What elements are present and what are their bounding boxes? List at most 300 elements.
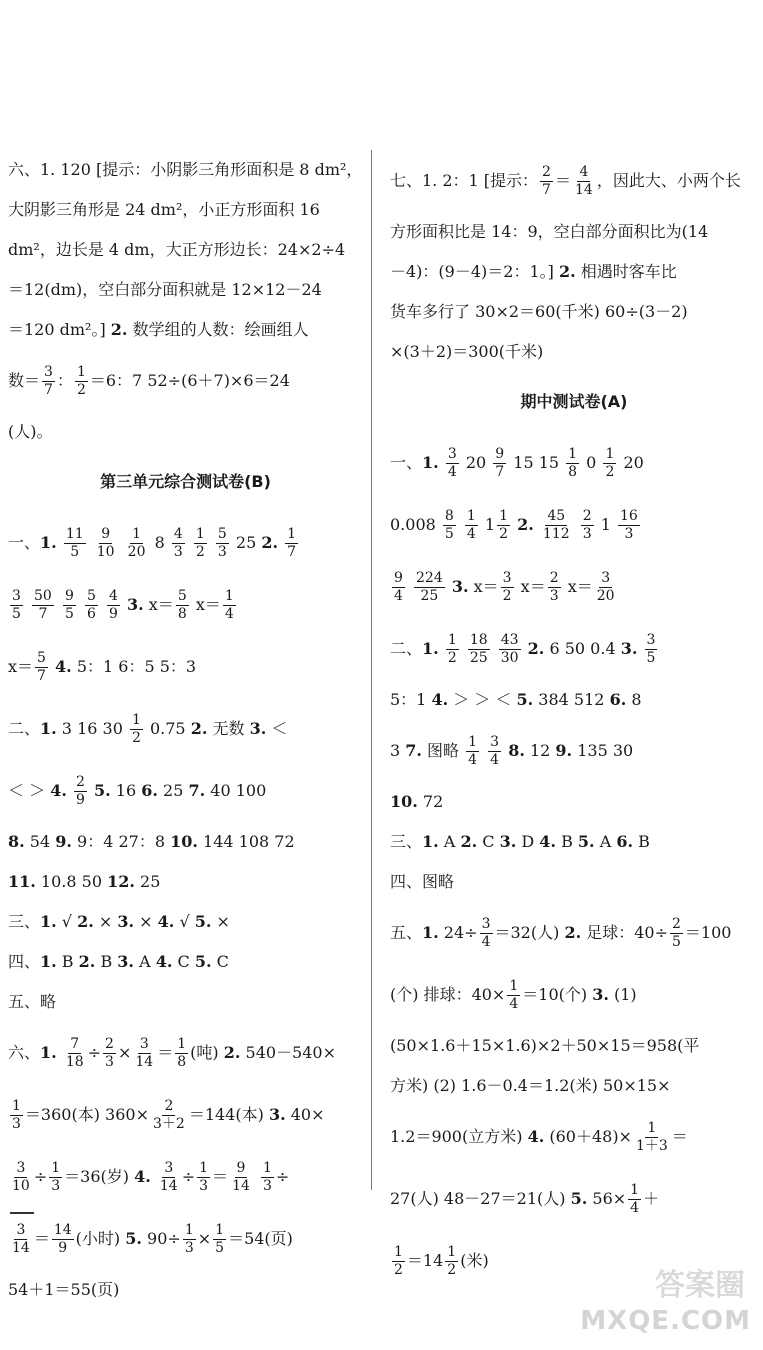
fraction — [595, 570, 617, 605]
answer-text: 大阴影三角形是 24 dm²，小正方形面积 16 — [8, 200, 320, 219]
fraction — [499, 632, 521, 667]
fraction — [488, 734, 501, 769]
answer-text: 40× — [285, 1105, 325, 1124]
fraction-denominator: 4 — [466, 526, 476, 542]
fraction — [130, 712, 143, 747]
fraction — [670, 916, 683, 951]
fraction-numerator: 1 — [499, 508, 509, 524]
answer-text: －4)：(9－4)＝2：1。] — [390, 262, 559, 281]
item-number: 3. — [499, 832, 517, 851]
answer-text: B — [555, 832, 578, 851]
fraction-numerator: 50 — [34, 588, 52, 604]
fraction — [540, 164, 553, 199]
answer-text: ： — [56, 371, 73, 390]
answer-text: √ — [56, 912, 78, 931]
item-number: 1. — [40, 1043, 57, 1062]
answer-text: 8 — [149, 533, 170, 552]
item-number: 6. — [609, 690, 627, 709]
fraction-denominator: 2 — [447, 650, 457, 666]
item-number: 1. — [422, 832, 439, 851]
answer-line — [390, 964, 758, 1026]
answer-line — [8, 760, 363, 822]
answer-text: 5：1 — [390, 690, 432, 709]
fraction-denominator: 3 — [582, 526, 592, 542]
answer-line — [8, 902, 363, 942]
item-number: 8. — [8, 832, 25, 851]
answer-line — [8, 1146, 363, 1208]
answer-text: 6 50 0.4 — [544, 639, 621, 658]
fraction — [497, 508, 510, 543]
fraction-numerator: 3 — [139, 1036, 149, 1052]
answer-text: 384 512 — [533, 690, 610, 709]
fraction — [541, 508, 572, 543]
answer-text — [56, 595, 61, 614]
answer-text: ÷ — [87, 1043, 102, 1062]
fraction — [95, 526, 117, 561]
answer-text: 5：1 6：5 5：3 — [71, 657, 197, 676]
answer-text: 二、 — [390, 639, 423, 658]
answer-text — [407, 577, 412, 596]
answer-text: 0.008 — [390, 515, 441, 534]
answer-text: dm²，边长是 4 dm，大正方形边长：24×2÷4 — [8, 240, 346, 259]
answer-text: ＝ — [671, 1127, 688, 1146]
answer-text: ÷ — [181, 1167, 196, 1186]
answer-text: 一、 — [390, 453, 423, 472]
answer-text: ＝54(页) — [228, 1229, 293, 1248]
answer-text: 0.75 — [144, 719, 191, 738]
fraction-numerator: 2 — [164, 1098, 174, 1114]
item-number: 2. — [77, 912, 94, 931]
answer-text: 10.8 50 — [35, 872, 108, 891]
answer-line — [8, 574, 363, 636]
answer-line — [390, 680, 758, 720]
fraction-numerator: 224 — [416, 570, 443, 586]
fraction-denominator: 5 — [64, 606, 74, 622]
answer-line — [390, 782, 758, 822]
answer-text: 方形面积比是 14：9，空白部分面积比为(14 — [390, 222, 709, 241]
item-number: 5. — [516, 690, 534, 709]
answer-text: A — [594, 832, 617, 851]
answer-text: A — [134, 952, 156, 971]
answer-text — [439, 639, 444, 658]
fraction-denominator: 3 — [12, 1116, 21, 1132]
answer-line — [390, 494, 758, 556]
answer-line — [8, 698, 363, 760]
fraction-denominator: 9 — [108, 606, 118, 622]
answer-text: 56× — [587, 1189, 627, 1208]
answer-text: ＝144(本) — [188, 1105, 269, 1124]
item-number: 11. — [8, 872, 36, 891]
fraction-numerator: 1 — [394, 1244, 403, 1260]
answer-text — [439, 453, 444, 472]
answer-text: 135 30 — [572, 741, 634, 760]
answer-text: ＜ ＞ — [8, 781, 51, 800]
fraction-numerator: 1 — [51, 1160, 61, 1176]
item-number: 1. — [40, 912, 57, 931]
fraction-numerator: 9 — [236, 1160, 246, 1176]
fraction-denominator: 3 — [199, 1178, 209, 1194]
item-number: 2. — [564, 923, 582, 942]
answer-text: 相遇时客车比 — [575, 262, 677, 281]
fraction — [645, 632, 658, 667]
answer-text: 四、 — [8, 952, 41, 971]
answer-line — [390, 618, 758, 680]
fraction-numerator: 1 — [468, 734, 478, 750]
answer-text: × — [134, 912, 158, 931]
fraction-denominator: 8 — [177, 1054, 187, 1070]
fraction-numerator: 9 — [495, 446, 505, 462]
item-number: 2. — [223, 1043, 241, 1062]
answer-line — [390, 1106, 758, 1168]
fraction-numerator: 1 — [568, 446, 578, 462]
left-answers-block-1 — [8, 150, 363, 452]
fraction-numerator: 5 — [86, 588, 96, 604]
fraction-numerator: 14 — [53, 1222, 72, 1238]
item-number: 1. — [422, 923, 439, 942]
item-number: 2. — [517, 515, 534, 534]
fraction-numerator: 2 — [672, 916, 681, 932]
fraction — [10, 1222, 32, 1257]
answer-text: 540－540× — [240, 1043, 336, 1062]
answer-text — [57, 533, 62, 552]
item-number: 3. — [117, 912, 135, 931]
answer-text: 六、1. 120 [提示：小阴影三角形面积是 8 dm²， — [8, 160, 363, 179]
item-number: 10. — [390, 792, 418, 811]
fraction — [493, 446, 506, 481]
fraction — [10, 1098, 23, 1133]
fraction-numerator: 3 — [646, 632, 656, 648]
answer-text — [119, 533, 124, 552]
fraction-denominator: 8 — [177, 606, 187, 622]
answer-text: × — [197, 1229, 212, 1248]
fraction-denominator: 2 — [195, 544, 205, 560]
answer-text: (吨) — [190, 1043, 224, 1062]
fraction — [628, 1182, 641, 1217]
answer-line — [390, 332, 758, 372]
right-answers-block-2 — [390, 432, 758, 1292]
fraction-denominator: 5 — [215, 1240, 225, 1256]
fraction — [64, 1036, 86, 1071]
answer-text: D — [516, 832, 540, 851]
fraction — [49, 1160, 62, 1195]
fraction-numerator: 4 — [108, 588, 118, 604]
answer-text: x＝ — [468, 577, 499, 596]
fraction — [126, 526, 148, 561]
item-number: 5. — [94, 781, 111, 800]
fraction — [573, 164, 595, 199]
fraction — [85, 588, 98, 623]
item-number: 3. — [620, 639, 638, 658]
fraction-numerator: 2 — [582, 508, 592, 524]
answer-text — [25, 595, 30, 614]
fraction — [158, 1160, 180, 1195]
item-number: 4. — [155, 952, 173, 971]
fraction — [103, 1036, 116, 1071]
item-number: 2. — [261, 533, 279, 552]
answer-text: √ — [174, 912, 195, 931]
item-number: 2. — [558, 262, 576, 281]
fraction-denominator: 4 — [630, 1200, 640, 1216]
fraction-denominator: 2 — [131, 730, 141, 746]
fraction-numerator: 2 — [75, 774, 85, 790]
answer-line — [8, 512, 363, 574]
answer-text — [458, 515, 463, 534]
answer-text — [151, 1167, 156, 1186]
fraction — [548, 570, 561, 605]
fraction-numerator: 7 — [70, 1036, 80, 1052]
fraction-denominator: 5 — [672, 934, 681, 950]
item-number: 2. — [110, 320, 128, 339]
fraction-numerator: 1 — [466, 508, 476, 524]
answer-text: 20 — [460, 453, 492, 472]
answer-text: ＝10(个) — [522, 985, 593, 1004]
fraction — [603, 446, 616, 481]
answer-text: 五、 — [390, 923, 423, 942]
item-number: 5. — [194, 912, 212, 931]
answer-line — [8, 270, 363, 310]
fraction-numerator: 1 — [215, 1222, 225, 1238]
fraction-denominator: 3 — [549, 588, 559, 604]
answer-text: (50×1.6＋15×1.6)×2＋50×15＝958(平 — [390, 1036, 700, 1055]
item-number: 6. — [616, 832, 634, 851]
fraction-denominator: 2 — [502, 588, 512, 604]
fraction-denominator: 30 — [500, 650, 519, 666]
answer-line — [8, 190, 363, 230]
answer-text — [492, 639, 497, 658]
answer-text: 三、 — [390, 832, 423, 851]
answer-text: x＝ — [562, 577, 593, 596]
item-number: 9. — [555, 741, 573, 760]
fraction — [480, 916, 493, 951]
item-number: 1. — [40, 719, 57, 738]
answer-text: 25 — [134, 872, 161, 891]
answer-text — [637, 639, 642, 658]
item-number: 9. — [55, 832, 72, 851]
fraction-numerator: 5 — [177, 588, 187, 604]
fraction-denominator: 3 — [184, 1240, 194, 1256]
item-number: 2. — [190, 719, 208, 738]
section-title-unit3-test-b: 第三单元综合测试卷(B) — [100, 472, 271, 491]
answer-line — [8, 310, 363, 350]
watermark-logo: 答案圈 — [655, 1268, 745, 1303]
fraction-denominator: 3 — [105, 1054, 114, 1070]
fraction-denominator: 7 — [38, 606, 48, 622]
answer-text: ÷ — [275, 1167, 290, 1186]
fraction-denominator: 14 — [232, 1178, 250, 1194]
answer-text: 144 108 72 — [197, 832, 295, 851]
fraction — [223, 588, 236, 623]
fraction-denominator: 1＋3 — [635, 1138, 668, 1154]
answer-text: 1 — [479, 515, 496, 534]
fraction — [75, 364, 88, 399]
item-number: 7. — [188, 781, 206, 800]
answer-line — [390, 292, 758, 332]
fraction-denominator: 4 — [468, 752, 478, 768]
fraction — [507, 978, 520, 1013]
answer-text: 8 — [626, 690, 642, 709]
answer-text — [574, 515, 579, 534]
answer-text — [67, 781, 72, 800]
item-number: 4. — [55, 657, 72, 676]
fraction-numerator: 1 — [195, 526, 205, 542]
answer-line — [390, 252, 758, 292]
answer-line — [390, 1026, 758, 1066]
section-title-midterm-test-a: 期中测试卷(A) — [520, 392, 628, 411]
answer-text: ＞ ＞ ＜ — [448, 690, 517, 709]
fraction — [566, 446, 579, 481]
item-number: 4. — [134, 1167, 151, 1186]
fraction — [634, 1120, 670, 1155]
fraction-denominator: 7 — [542, 182, 551, 198]
fraction-numerator: 43 — [500, 632, 519, 648]
item-number: 1. — [40, 952, 57, 971]
answer-text: 四、图略 — [390, 872, 455, 891]
fraction-numerator: 1 — [131, 712, 141, 728]
answer-text: × — [117, 1043, 132, 1062]
item-number: 10. — [170, 832, 198, 851]
fraction — [172, 526, 185, 561]
fraction — [581, 508, 594, 543]
fraction-denominator: 4 — [509, 996, 519, 1012]
fraction — [466, 734, 479, 769]
fraction-denominator: 2 — [499, 526, 509, 542]
fraction — [414, 570, 445, 605]
fraction-denominator: 5 — [444, 526, 454, 542]
item-number: 5. — [577, 832, 595, 851]
answer-text — [481, 741, 486, 760]
answer-text: 12 — [524, 741, 556, 760]
answer-text: 足球：40÷ — [581, 923, 668, 942]
fraction — [175, 1036, 188, 1071]
answer-text: C — [172, 952, 195, 971]
answer-line — [8, 1084, 363, 1146]
answer-text — [100, 595, 105, 614]
fraction — [443, 508, 456, 543]
item-number: 4. — [50, 781, 67, 800]
answer-line — [8, 862, 363, 902]
fraction-numerator: 1 — [605, 446, 615, 462]
answer-text: C — [211, 952, 229, 971]
answer-text: ＝ — [157, 1043, 174, 1062]
fraction-denominator: 4 — [481, 934, 491, 950]
answer-line — [8, 636, 363, 698]
answer-line — [390, 212, 758, 252]
fraction-denominator: 3 — [262, 1178, 272, 1194]
right-answers-block-1 — [390, 150, 758, 372]
watermark-text: MXQE.COM — [580, 1306, 751, 1336]
fraction — [261, 1160, 274, 1195]
answer-line — [8, 822, 363, 862]
answer-text: (个) 排球：40× — [390, 985, 506, 1004]
answer-text: 54 — [24, 832, 56, 851]
fraction-numerator: 3 — [44, 364, 53, 380]
answer-text: 货车多行了 30×2＝60(千米) 60÷(3－2) — [390, 302, 688, 321]
fraction-numerator: 1 — [447, 1244, 457, 1260]
answer-text: ＝12(dm)，空白部分面积就是 12×12－24 — [8, 280, 322, 299]
fraction — [176, 588, 189, 623]
item-number: 4. — [431, 690, 449, 709]
fraction — [446, 632, 459, 667]
fraction-denominator: 4 — [490, 752, 500, 768]
answer-text: ÷ — [33, 1167, 48, 1186]
fraction-numerator: 5 — [217, 526, 227, 542]
answer-text: 72 — [417, 792, 444, 811]
fraction — [285, 526, 298, 561]
answer-text: ，因此大、小两个长 — [596, 171, 741, 190]
fraction-numerator: 16 — [620, 508, 638, 524]
item-number: 1. — [422, 639, 439, 658]
fraction — [216, 526, 229, 561]
fraction-denominator: 4 — [224, 606, 234, 622]
fraction — [74, 774, 87, 809]
answer-text: ＝ — [33, 1229, 50, 1248]
fraction-numerator: 3 — [164, 1160, 174, 1176]
answer-text: x＝ — [190, 595, 221, 614]
answer-text — [461, 639, 466, 658]
fraction-denominator: 14 — [12, 1240, 30, 1256]
fraction-numerator: 4 — [173, 526, 183, 542]
answer-text — [534, 515, 539, 534]
answer-text — [57, 1043, 62, 1062]
left-column — [8, 150, 363, 1310]
fraction-numerator: 1 — [287, 526, 297, 542]
answer-line — [390, 556, 758, 618]
answer-text: (米) — [460, 1251, 489, 1270]
item-number: 3. — [268, 1105, 286, 1124]
fraction-denominator: 7 — [44, 382, 53, 398]
answer-text: 三、 — [8, 912, 41, 931]
fraction-numerator: 4 — [579, 164, 589, 180]
answer-text: ＝32(人) — [494, 923, 565, 942]
fraction — [392, 570, 405, 605]
item-number: 1. — [422, 453, 439, 472]
fraction-denominator: 3＋2 — [152, 1116, 185, 1132]
fraction-numerator: 3 — [12, 588, 21, 604]
fraction-denominator: 4 — [447, 464, 457, 480]
answer-line — [390, 1168, 758, 1230]
fraction — [197, 1160, 210, 1195]
fraction — [183, 1222, 196, 1257]
fraction — [10, 1160, 32, 1195]
answer-text — [254, 1167, 259, 1186]
answer-text: A — [438, 832, 461, 851]
fraction — [64, 526, 86, 561]
answer-text: ＝100 — [684, 923, 732, 942]
item-number: 4. — [157, 912, 175, 931]
fraction-numerator: 1 — [647, 1120, 657, 1136]
left-answers-block-2 — [8, 512, 363, 1310]
answer-text: x＝ — [515, 577, 546, 596]
answer-text: 25 — [157, 781, 189, 800]
fraction-numerator: 2 — [549, 570, 559, 586]
answer-text: 1 — [595, 515, 617, 534]
fraction-denominator: 7 — [37, 668, 46, 684]
item-number: 6. — [141, 781, 158, 800]
fraction-numerator: 1 — [76, 364, 86, 380]
fraction — [63, 588, 76, 623]
item-number: 2. — [78, 952, 96, 971]
answer-text: 90÷ — [141, 1229, 181, 1248]
fraction-numerator: 1 — [224, 588, 234, 604]
answer-text: B — [56, 952, 79, 971]
item-number: 3. — [117, 952, 134, 971]
answer-line — [8, 412, 363, 452]
answer-text: 16 — [110, 781, 142, 800]
answer-text: 1.2＝900(立方米) — [390, 1127, 528, 1146]
fraction — [194, 526, 207, 561]
answer-text: ＝14 — [406, 1251, 444, 1270]
fraction-denominator: 4 — [394, 588, 403, 604]
